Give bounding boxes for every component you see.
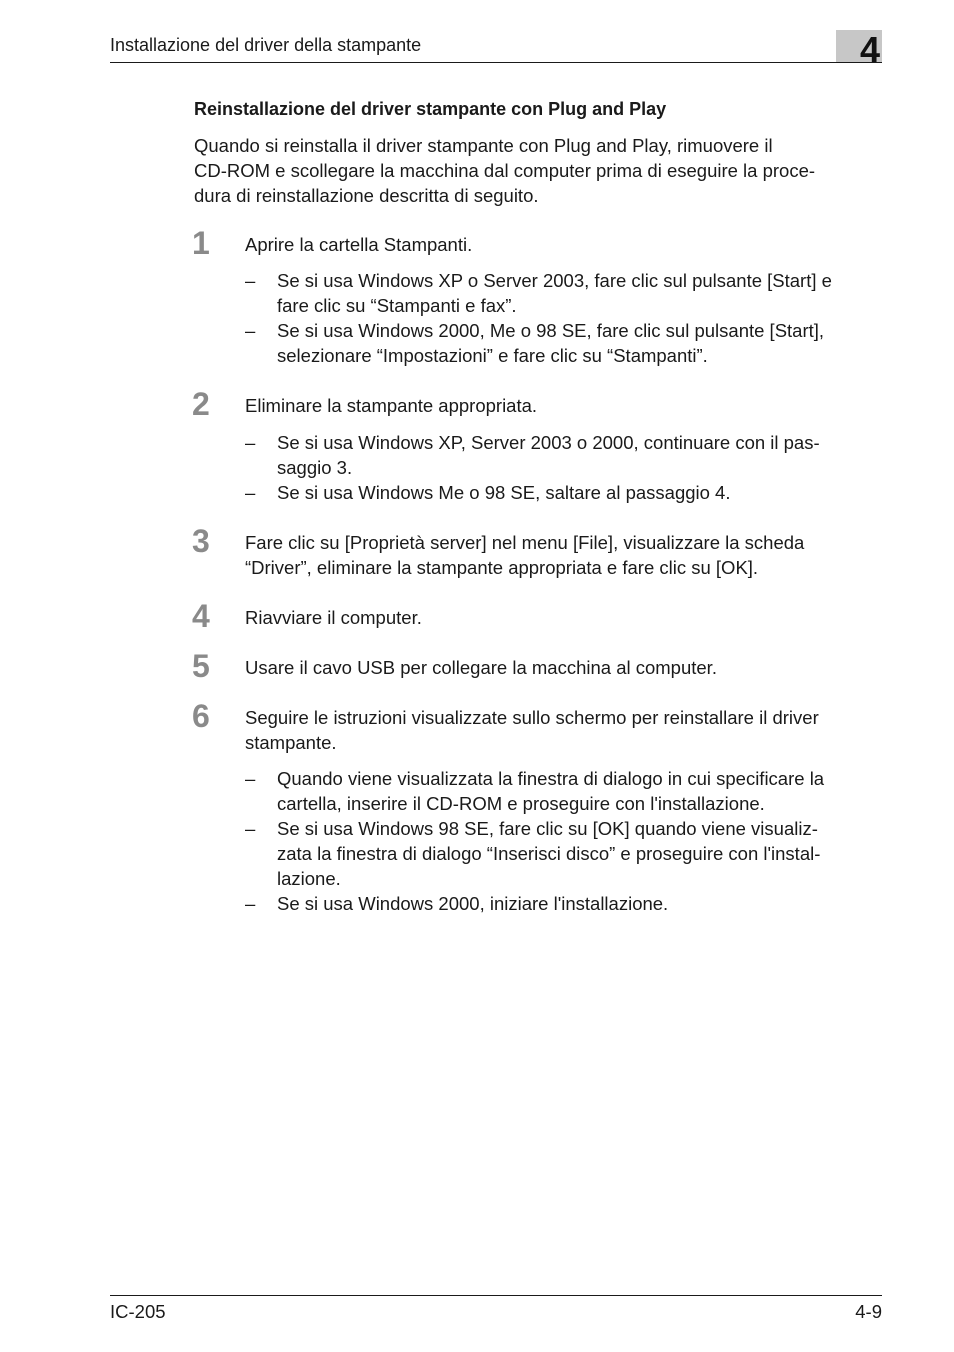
bullet-line: saggio 3. [277, 457, 353, 478]
bullet-line: Se si usa Windows XP, Server 2003 o 2000, continuare con il pas- [277, 432, 820, 453]
step-line: “Driver”, eliminare la stampante appropriata e fare clic su [OK]. [245, 557, 759, 578]
section-heading: Reinstallazione del driver stampante con Plug and Play [194, 99, 667, 119]
bullet-line: Quando viene visualizzata la finestra di dialogo in cui specificare la [277, 768, 825, 789]
running-header-title: Installazione del driver della stampante [110, 35, 422, 55]
intro-line: CD-ROM e scollegare la macchina dal computer prima di eseguire la proce- [194, 160, 816, 181]
step-text [245, 232, 885, 257]
bullet-text [277, 268, 832, 318]
step-text [245, 393, 885, 418]
step-number: 5 [192, 648, 210, 684]
bullet-dash: – [245, 270, 256, 291]
bullet-line: cartella, inserire il CD-ROM e proseguire con l'installazione. [277, 793, 765, 814]
step-line: Eliminare la stampante appropriata. [245, 395, 538, 416]
intro-line: dura di reinstallazione descritta di seguito. [194, 185, 539, 206]
footer-model: IC-205 [110, 1301, 166, 1322]
step-number: 6 [192, 698, 210, 734]
bullet-dash: – [245, 320, 256, 341]
bullet-dash: – [245, 818, 256, 839]
bullet-dash: – [245, 432, 256, 453]
bullet-line: Se si usa Windows 2000, Me o 98 SE, fare clic sul pulsante [Start], [277, 320, 825, 341]
step-number: 4 [192, 598, 210, 634]
chapter-number: 4 [859, 29, 880, 70]
bullet-line: Se si usa Windows 98 SE, fare clic su [OK] quando viene visualiz- [277, 818, 818, 839]
bullet-dash: – [245, 893, 256, 914]
bullet-line: selezionare “Impostazioni” e fare clic su “Stampanti”. [277, 345, 708, 366]
bullet-line: lazione. [277, 868, 341, 889]
intro-paragraph [194, 133, 884, 208]
bullet-text [277, 430, 820, 480]
bullet-text [277, 816, 820, 891]
bullet-text [277, 891, 668, 916]
bullet-line: zata la finestra di dialogo “Inserisci disco” e proseguire con l'instal- [277, 843, 821, 864]
bullet-line: Se si usa Windows XP o Server 2003, fare clic sul pulsante [Start] e [277, 270, 832, 291]
step-text [245, 705, 885, 755]
chapter-tab [836, 29, 882, 70]
bullet-dash: – [245, 768, 256, 789]
step-text [245, 530, 885, 580]
footer-divider [110, 1295, 882, 1296]
step-line: Riavviare il computer. [245, 607, 422, 628]
bullet-text [277, 480, 731, 505]
footer-page-number: 4-9 [855, 1301, 882, 1322]
step-number: 1 [192, 225, 210, 261]
step-line: Aprire la cartella Stampanti. [245, 234, 473, 255]
step-number: 2 [192, 386, 210, 422]
step-line: stampante. [245, 732, 337, 753]
step-line: Usare il cavo USB per collegare la macchina al computer. [245, 657, 717, 678]
bullet-line: Se si usa Windows Me o 98 SE, saltare al passaggio 4. [277, 482, 731, 503]
step-line: Fare clic su [Proprietà server] nel menu [File], visualizzare la scheda [245, 532, 805, 553]
step-line: Seguire le istruzioni visualizzate sullo schermo per reinstallare il driver [245, 707, 819, 728]
bullet-text [277, 766, 824, 816]
header-divider [110, 62, 882, 63]
intro-line: Quando si reinstalla il driver stampante con Plug and Play, rimuovere il [194, 135, 773, 156]
step-text [245, 605, 885, 630]
bullet-dash: – [245, 482, 256, 503]
bullet-line: Se si usa Windows 2000, iniziare l'installazione. [277, 893, 669, 914]
bullet-line: fare clic su “Stampanti e fax”. [277, 295, 517, 316]
bullet-text [277, 318, 824, 368]
step-number: 3 [192, 523, 210, 559]
step-text [245, 655, 885, 680]
